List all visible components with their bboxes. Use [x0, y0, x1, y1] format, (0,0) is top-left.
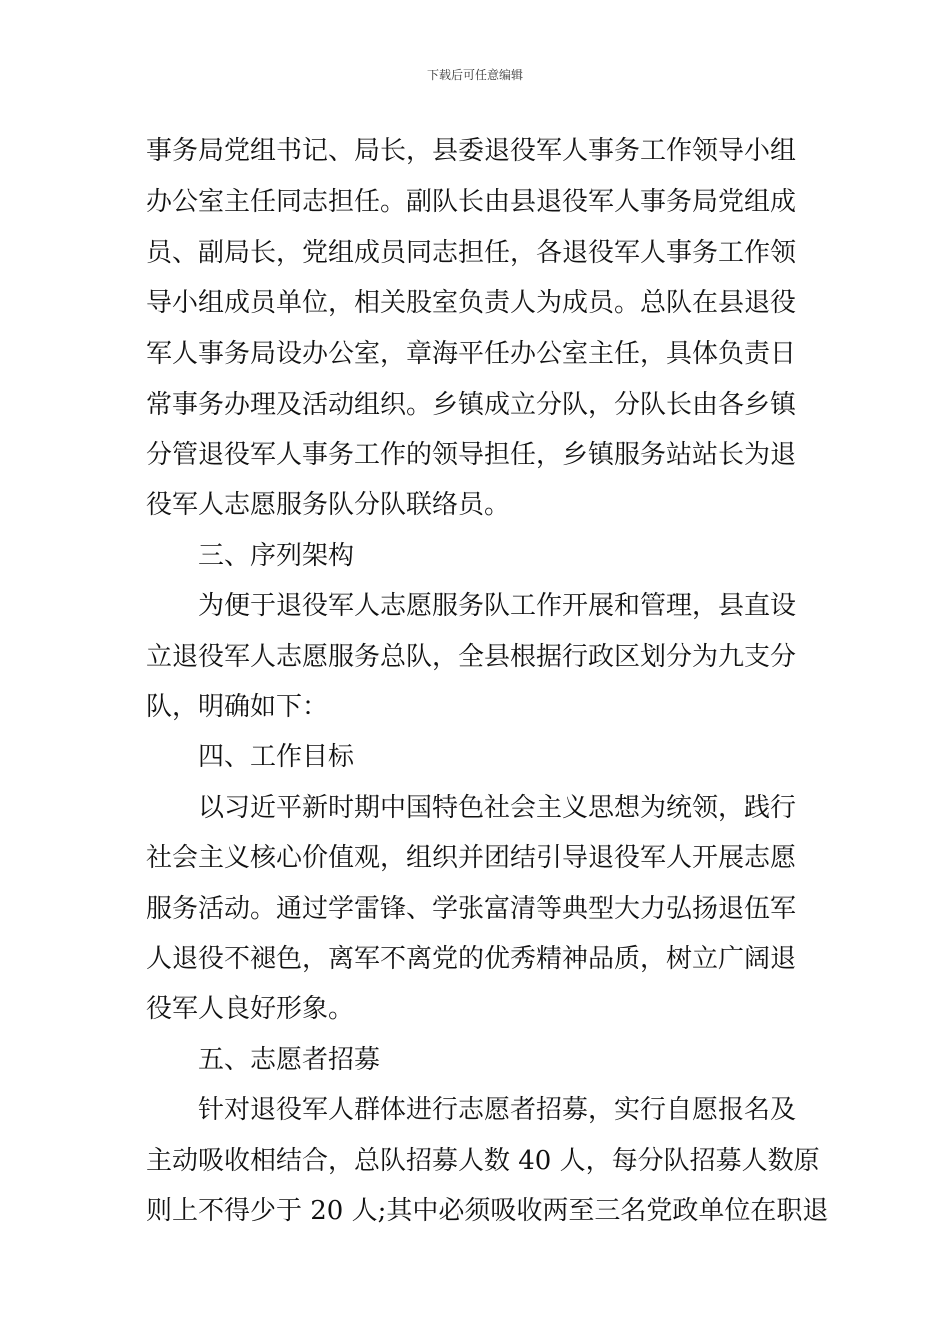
body-line: 针对退役军人群体进行志愿者招募，实行自愿报名及	[198, 1095, 797, 1125]
body-line: 事务局党组书记、局长，县委退役军人事务工作领导小组	[146, 136, 797, 166]
section-heading: 四、工作目标	[198, 742, 355, 772]
body-line: 以习近平新时期中国特色社会主义思想为统领，践行	[198, 793, 797, 823]
section-heading: 三、序列架构	[198, 541, 355, 571]
body-line: 军人事务局设办公室，章海平任办公室主任，具体负责日	[146, 339, 797, 369]
section-heading: 五、志愿者招募	[198, 1045, 381, 1075]
body-line: 则上不得少于 20 人;其中必须吸收两至三名党政单位在职退	[146, 1196, 829, 1226]
body-line: 队，明确如下：	[146, 692, 329, 722]
body-line: 常事务办理及活动组织。乡镇成立分队，分队长由各乡镇	[146, 390, 797, 420]
body-line: 服务活动。通过学雷锋、学张富清等典型大力弘扬退伍军	[146, 894, 797, 924]
body-line: 导小组成员单位，相关股室负责人为成员。总队在县退役	[146, 288, 797, 318]
body-line: 社会主义核心价值观，组织并团结引导退役军人开展志愿	[146, 843, 797, 873]
page-header: 下载后可任意编辑	[426, 68, 523, 82]
body-line: 办公室主任同志担任。副队长由县退役军人事务局党组成	[146, 187, 797, 217]
body-line: 役军人良好形象。	[146, 994, 355, 1024]
body-line: 员、副局长，党组成员同志担任，各退役军人事务工作领	[146, 238, 797, 268]
body-line: 主动吸收相结合，总队招募人数 40 人，每分队招募人数原	[146, 1146, 820, 1176]
body-line: 为便于退役军人志愿服务队工作开展和管理，县直设	[198, 591, 797, 621]
body-line: 立退役军人志愿服务总队，全县根据行政区划分为九支分	[146, 642, 797, 672]
body-line: 役军人志愿服务队分队联络员。	[146, 490, 511, 520]
body-line: 分管退役军人事务工作的领导担任，乡镇服务站站长为退	[146, 440, 797, 470]
body-line: 人退役不褪色，离军不离党的优秀精神品质，树立广阔退	[146, 944, 797, 974]
